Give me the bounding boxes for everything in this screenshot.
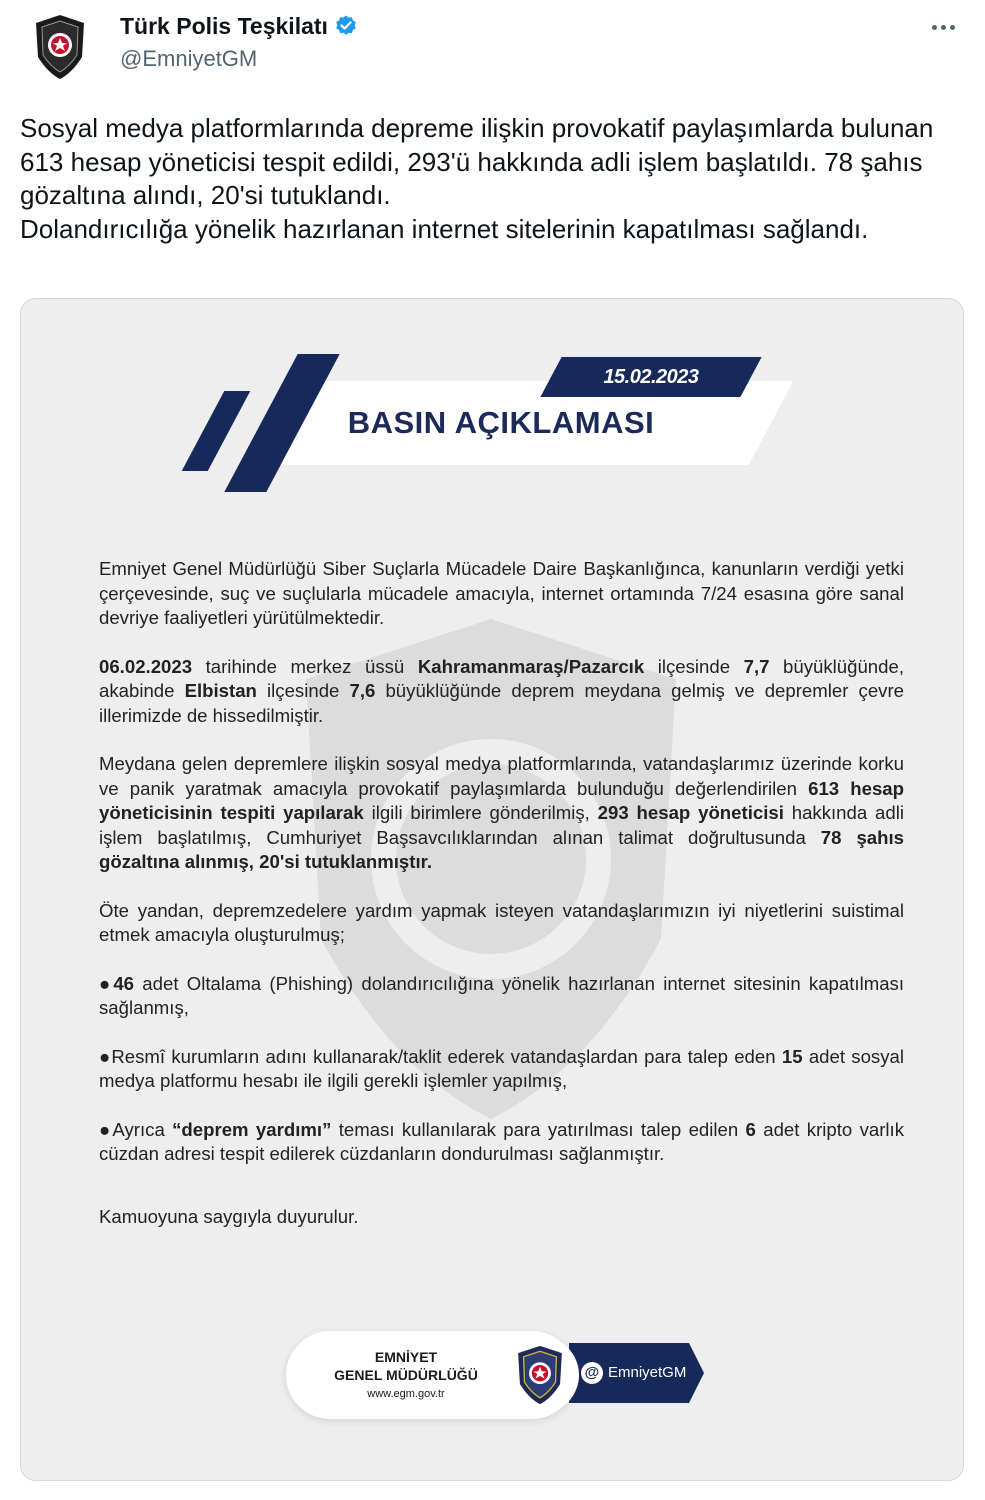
author-avatar[interactable] <box>20 10 100 84</box>
bold-text: 78 şahıs gözaltına alınmış, 20'si tutuklanmıştır. <box>99 826 904 872</box>
text-span: Meydana gelen depremlere ilişkin sosyal medya platformlarında, vatandaşlarımız üzerinde korku ve panik yaratmak amacıyla provokatif paylaşımlarda bulunduğu değerlendirilen <box>99 753 904 799</box>
press-release-body <box>99 557 904 1229</box>
text-span: adet sosyal medya platformu hesabı ile ilgili gerekli işlemler yapılmış, <box>99 1045 905 1091</box>
footer-org-url: www.egm.gov.tr <box>367 1388 445 1400</box>
text-span: ilçesinde <box>644 655 744 677</box>
paragraph-fraud-intro: Öte yandan, depremzedelere yardım yapmak isteyen vatandaşlarımızın iyi niyetlerini suistimal etmek amacıyla oluşturulmuş; <box>99 899 904 945</box>
more-options-button[interactable] <box>925 12 961 42</box>
at-sign-icon: @ <box>581 1362 603 1384</box>
footer-handle <box>581 1359 701 1387</box>
more-dot-icon <box>941 25 946 30</box>
footer-org-name-line2: GENEL MÜDÜRLÜĞÜ <box>334 1367 478 1383</box>
text-span: tarihinde merkez üssü <box>192 655 418 677</box>
bullet-phishing <box>99 972 904 1021</box>
bold-place: Kahramanmaraş/Pazarcık <box>417 655 645 677</box>
police-badge-icon <box>32 13 88 81</box>
bold-place: Elbistan <box>184 680 257 701</box>
paragraph-accounts <box>99 752 904 875</box>
text-span: büyüklüğünde deprem meydana gelmiş ve depremler çevre illerimizde de hissedilmiştir. <box>99 680 904 726</box>
press-release-date: 15.02.2023 <box>603 366 699 388</box>
text-span: büyüklüğünde, akabinde <box>99 655 904 701</box>
paragraph-closing: Kamuoyuna saygıyla duyurulur. <box>99 1205 359 1227</box>
paragraph-intro: Emniyet Genel Müdürlüğü Siber Suçlarla Mücadele Daire Başkanlığınca, kanunların verdiği yetki çerçevesinde, suç ve suçlularla mücadele amacıyla, internet ortamında 7/24 esasına göre sanal devriye faaliyetleri yürütülmektedir. <box>99 558 904 628</box>
tweet-text: Sosyal medya platformlarında depreme ilişkin provokatif paylaşımlarda bulunan 613 hesap yöneticisi tespit edildi, 293'ü hakkında adli işlem başlatıldı. 78 şahıs gözaltına alındı, 20'si tutuklandı. Dolandırıcılığa yönelik hazırlanan internet sitelerinin kapatılması sağlandı. <box>20 113 934 244</box>
paragraph-earthquake <box>99 655 904 729</box>
decor-stripe <box>182 391 251 471</box>
bullet-fake-accounts <box>99 1045 904 1094</box>
more-dot-icon <box>950 25 955 30</box>
bold-number: 15 <box>781 1045 803 1067</box>
footer-badge <box>501 1336 579 1414</box>
police-badge-icon <box>513 1344 567 1406</box>
text-span: adet Oltalama (Phishing) dolandırıcılığına yönelik hazırlanan internet sitesinin kapatılması sağlanmış, <box>99 972 904 1018</box>
footer-org-name-line1: EMNİYET <box>374 1349 438 1365</box>
text-span: hakkında adli işlem başlatılmış, Cumhuriyet Başsavcılıklarından alınan talimat doğrultusunda <box>99 802 904 848</box>
more-dot-icon <box>932 25 937 30</box>
bold-text: 293 hesap yöneticisi <box>597 802 784 823</box>
bold-number: 46 <box>113 972 135 994</box>
tweet-media-image[interactable] <box>20 298 964 1481</box>
bold-magnitude: 7,6 <box>349 680 376 701</box>
text-span: Ayrıca <box>112 1118 173 1140</box>
bullet-icon: ● <box>99 1118 113 1140</box>
author-info[interactable] <box>120 12 358 72</box>
text-span: ilçesinde <box>256 680 350 701</box>
text-span: ilgili birimlere gönderilmiş, <box>363 802 598 823</box>
bold-date: 06.02.2023 <box>99 655 193 677</box>
bold-magnitude: 7,7 <box>743 655 770 677</box>
author-handle[interactable]: @EmniyetGM <box>120 46 258 71</box>
press-release-title: BASIN AÇIKLAMASI <box>347 405 655 440</box>
verified-badge-icon <box>334 14 358 38</box>
bold-number: 6 <box>745 1118 756 1140</box>
text-span: Resmî kurumların adını kullanarak/taklit ederek vatandaşlardan para talep eden <box>111 1045 782 1067</box>
bullet-icon: ● <box>99 1045 112 1067</box>
text-span: teması kullanılarak para yatırılması talep edilen <box>331 1118 746 1140</box>
author-display-name[interactable]: Türk Polis Teşkilatı <box>120 12 328 39</box>
footer-handle-text: EmniyetGM <box>608 1364 687 1381</box>
bullet-icon: ● <box>99 972 114 994</box>
bold-text: “deprem yardımı” <box>172 1118 332 1140</box>
bullet-crypto <box>99 1118 904 1167</box>
bold-text: 613 hesap yöneticisinin tespiti yapılarak <box>99 777 904 823</box>
text-span: adet kripto varlık cüzdan adresi tespit edilerek cüzdanların dondurulması sağlanmıştır. <box>99 1118 905 1164</box>
